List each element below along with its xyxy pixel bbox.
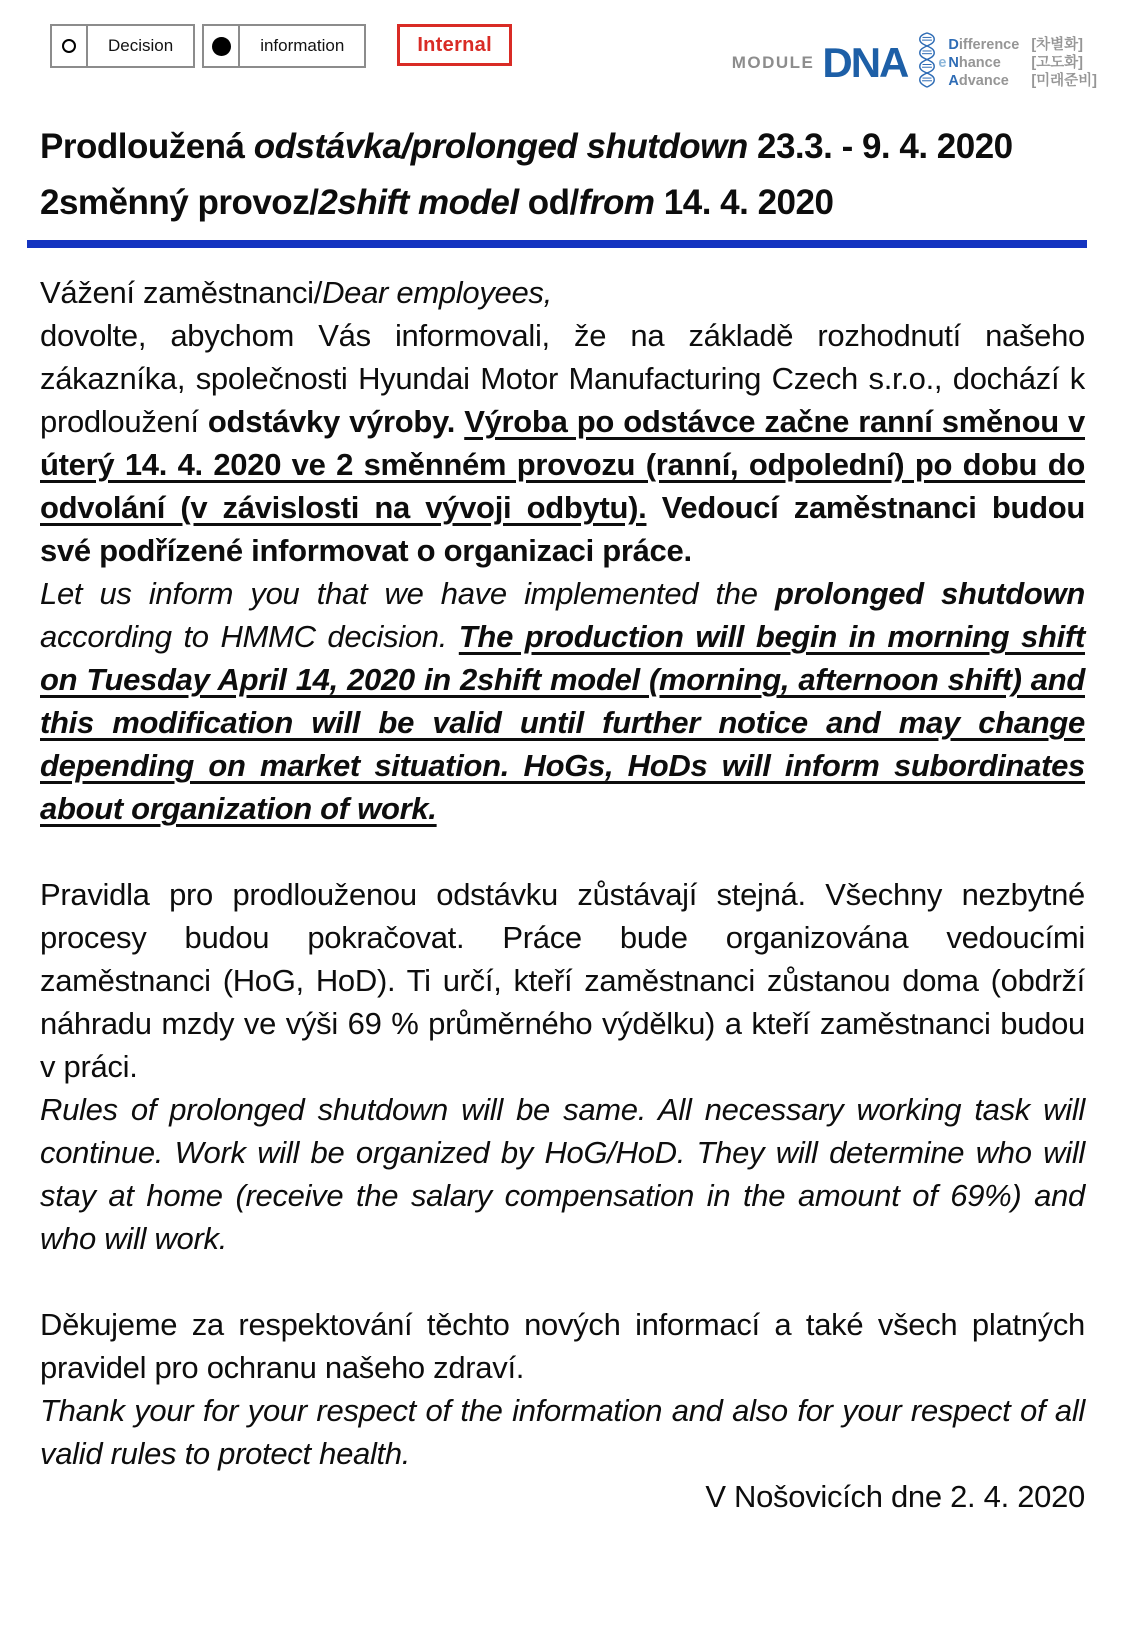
notice-body [40,271,1085,1518]
radio-unchecked-icon [52,26,88,66]
logo-slogan [938,36,1097,90]
type-checkboxes [50,24,512,68]
blank-line [40,830,1085,873]
logo-word-advance: Advance [948,72,1009,89]
paragraph-english-2: Rules of prolonged shutdown will be same. All necessary working task will continue. Work will be organized by HoG/HoD. They will determine who will stay at home (receive the salary compensation in the amount of 69%) and who will work. [40,1092,1085,1256]
logo-korean-difference: [차별화] [1031,36,1083,53]
paragraph-czech-3: Děkujeme za respektování těchto nových informací a také všech platných pravidel pro ochranu našeho zdraví. [40,1307,1085,1385]
paragraph-english-1: Let us inform you that we have implemented the prolonged shutdown according to HMMC decision. The production will begin in morning shift on Tuesday April 14, 2020 in 2shift model (morning, afternoon shift) and this modification will be valid until further notice and may change depending on market situation. HoGs, HoDs will inform subordinates about organization of work. [40,576,1085,826]
logo-module-text: MODULE [731,52,815,72]
logo-korean-advance: [미래준비] [1031,72,1097,89]
logo-korean-enhance: [고도화] [1031,54,1083,71]
logo-word-difference: Difference [948,36,1020,53]
page-title [40,119,1085,231]
checkbox-decision[interactable] [50,24,195,68]
logo-dna-text: DNA [822,38,908,86]
checkbox-information[interactable] [202,24,366,68]
module-dna-logo [732,32,1097,93]
paragraph-english-3: Thank your for your respect of the information and also for your respect of all valid rules to protect health. [40,1393,1085,1471]
checkbox-information-label: information [260,36,345,55]
radio-checked-icon [204,26,240,66]
title-divider [27,240,1087,248]
header [50,24,1097,93]
salutation-line: Vážení zaměstnanci/Dear employees, [40,275,552,310]
checkbox-decision-label: Decision [108,36,174,55]
logo-word-enhance: e Nhance [938,54,1001,71]
internal-stamp: Internal [397,24,512,66]
paragraph-czech-1: dovolte, abychom Vás informovali, že na základě rozhodnutí našeho zákazníka, společnosti Hyundai Motor Manufacturing Czech s.r.o., dochází k prodloužení odstávky výroby. Výroba po odstávce začne ranní směnou v úterý 14. 4. 2020 ve 2 směnném provozu (ranní, odpolední) po dobu do odvolání (v závislosti na vývoji odbytu). Vedoucí zaměstnanci budou své podřízené informovat o organizaci práce. [40,318,1085,568]
title-line-1: Prodloužená odstávka/prolonged shutdown 23.3. - 9. 4. 2020 [40,127,1013,166]
paragraph-czech-2: Pravidla pro prodlouženou odstávku zůstávají stejná. Všechny nezbytné procesy budou pokračovat. Práce bude organizována vedoucími zaměstnanci (HoG, HoD). Ti určí, kteří zaměstnanci zůstanou doma (obdrží náhradu mzdy ve výši 69 % průměrného výdělku) a kteří zaměstnanci budou v práci. [40,877,1085,1084]
blank-line [40,1260,1085,1303]
dna-helix-icon [915,32,939,93]
dateline: V Nošovicích dne 2. 4. 2020 [705,1479,1085,1514]
title-line-2: 2směnný provoz/2shift model od/from 14. 4. 2020 [40,183,834,222]
